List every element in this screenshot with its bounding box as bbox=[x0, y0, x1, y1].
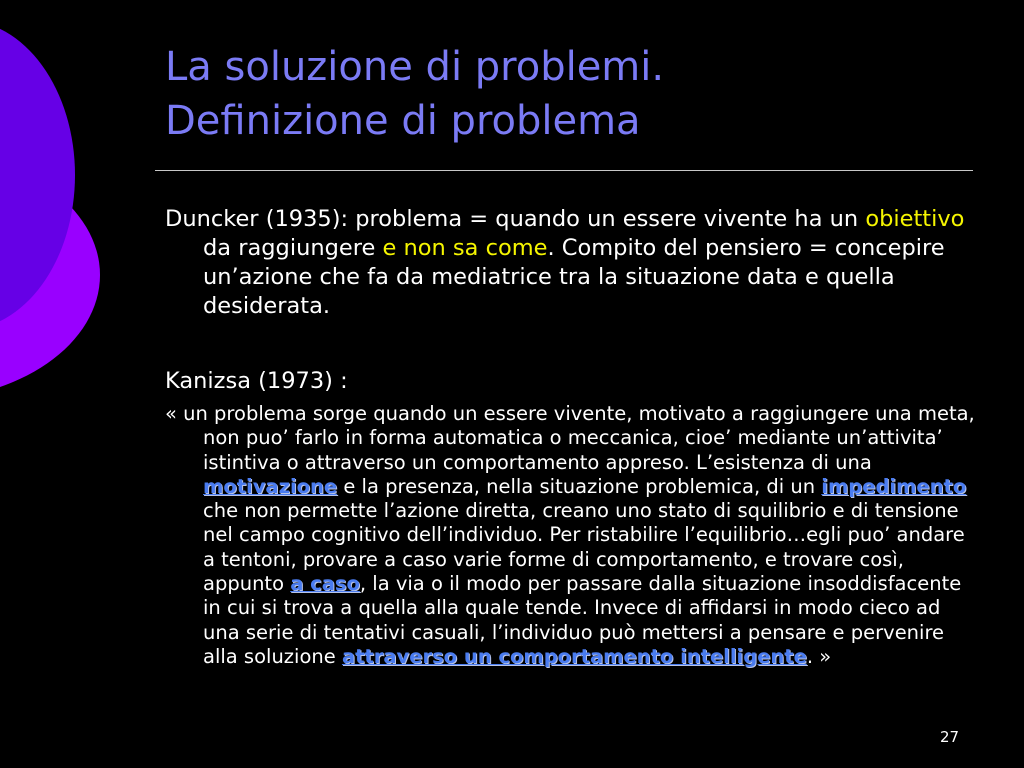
keyword-impedimento: impedimento bbox=[821, 474, 967, 498]
kanizsa-quote bbox=[165, 402, 975, 669]
quote-text-2: e la presenza, nella situazione problemica, di un bbox=[337, 474, 822, 498]
title-line-2: Definizione di problema bbox=[165, 98, 641, 144]
quote-text-1: « un problema sorge quando un essere vivente, motivato a raggiungere una meta, non puo’ farlo in forma automatica o meccanica, cioe’ mediante un’attivita’ istintiva o attraverso un comportamento appreso. L’esistenza di una bbox=[165, 402, 975, 474]
duncker-text-3: . Compito del pensiero = concepire un’azione che fa da mediatrice tra la situazione data e quella desiderata. bbox=[203, 235, 945, 319]
quote-text-4: , la via o il modo per passare dalla situazione insoddisfacente in cui si trova a quella alla quale tende. Invece di affidarsi in modo cieco ad una serie di tentativi casuali, l’individuo può mettersi a pensare e pervenire alla soluzione bbox=[203, 572, 962, 668]
duncker-text-1: Duncker (1935): problema = quando un essere vivente ha un bbox=[165, 206, 866, 232]
keyword-comportamento-intelligente: attraverso un comportamento intelligente bbox=[341, 644, 807, 668]
kanizsa-heading: Kanizsa (1973) : bbox=[165, 368, 348, 394]
keyword-a-caso: a caso bbox=[290, 572, 360, 596]
keyword-motivazione: motivazione bbox=[203, 474, 338, 498]
highlight-obiettivo: obiettivo bbox=[865, 206, 965, 232]
quote-text-5: . » bbox=[806, 644, 832, 668]
highlight-non-sa-come: e non sa come bbox=[382, 235, 548, 261]
quote-text-3: che non permette l’azione diretta, creano uno stato di squilibrio e di tensione nel campo cognitivo dell’individuo. Per ristabilire l’equilibrio…egli puo’ andare a tentoni, provare a caso varie forme di comportamento, e trovare così, appunto bbox=[203, 499, 965, 596]
title-divider bbox=[155, 170, 973, 171]
page-number: 27 bbox=[940, 728, 960, 746]
slide-title bbox=[165, 40, 664, 148]
duncker-paragraph bbox=[165, 205, 975, 321]
slide-body bbox=[165, 205, 975, 669]
duncker-text-2: da raggiungere bbox=[203, 235, 383, 261]
title-line-1: La soluzione di problemi. bbox=[165, 44, 665, 90]
